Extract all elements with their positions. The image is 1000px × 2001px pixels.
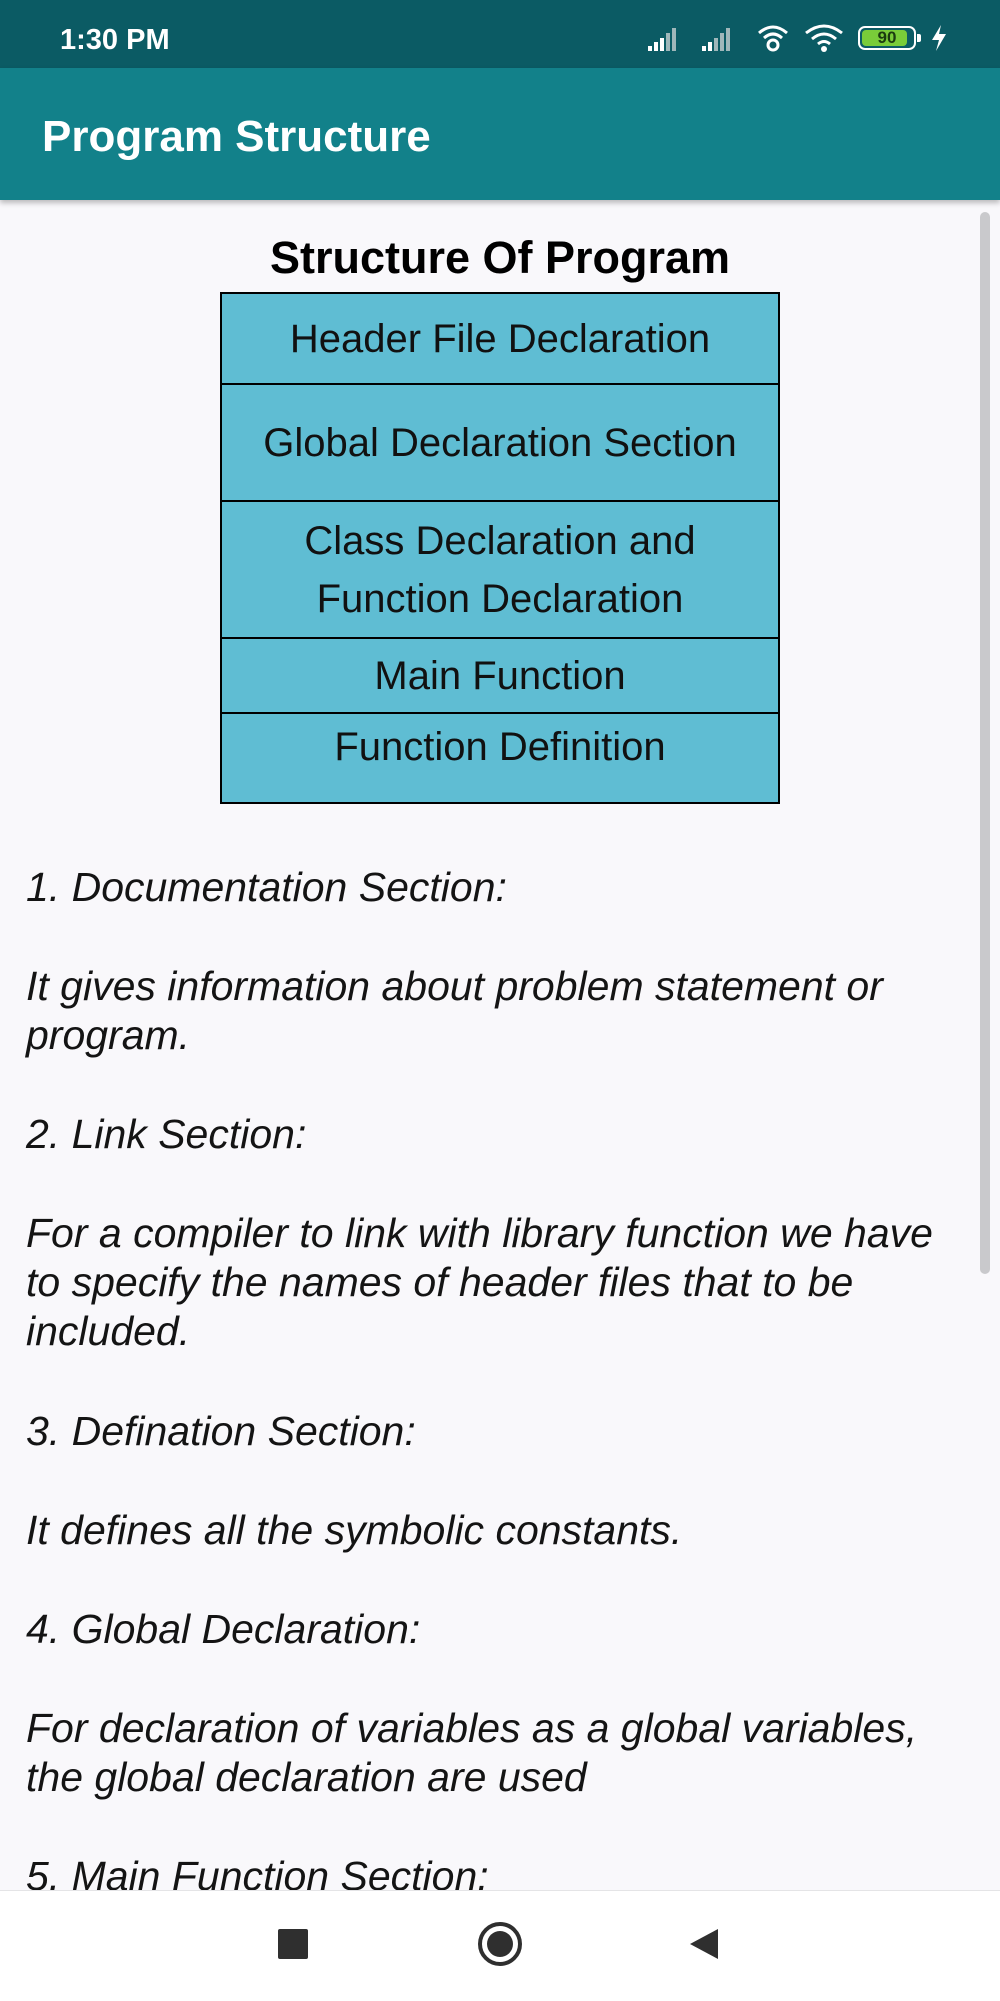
status-bar (0, 0, 1000, 68)
recents-icon (278, 1929, 308, 1964)
diagram-title: Structure Of Program (269, 232, 731, 283)
recents-button[interactable] (266, 1919, 320, 1973)
signal-icon (648, 24, 688, 52)
section-heading: 5. Main Function Section: (26, 1853, 489, 1890)
section-body: It defines all the symbolic constants. (26, 1507, 683, 1553)
battery-tip (917, 34, 921, 42)
program-structure-diagram (220, 292, 780, 804)
section-heading: 2. Link Section: (26, 1111, 307, 1157)
app-bar (0, 68, 1000, 200)
section-heading: 4. Global Declaration: (26, 1606, 421, 1652)
status-icons (648, 22, 948, 54)
content-scroll-area[interactable] (0, 200, 1000, 1890)
page-title: Program Structure (42, 112, 431, 161)
charging-icon (930, 24, 948, 52)
back-icon (688, 1927, 720, 1966)
diagram-block-class-declaration: Class Declaration and Function Declaration (222, 502, 778, 639)
battery-icon (858, 26, 916, 50)
diagram-block-header-file: Header File Declaration (222, 294, 778, 385)
section-heading: 1. Documentation Section: (26, 864, 507, 910)
back-button[interactable] (677, 1919, 731, 1973)
section-body: For declaration of variables as a global variables, the global declaration are used (26, 1705, 918, 1800)
status-time: 1:30 PM (60, 24, 170, 56)
wifi-hotspot-icon (756, 23, 790, 53)
battery-level-text: 90 (877, 28, 897, 47)
diagram-block-main-function: Main Function (222, 639, 778, 714)
wifi-icon (804, 23, 844, 53)
navigation-bar (0, 1890, 1000, 2001)
section-body: It gives information about problem statement or program. (26, 963, 883, 1058)
scrollbar[interactable] (980, 212, 990, 1274)
section-heading: 3. Defination Section: (26, 1408, 416, 1454)
home-icon (476, 1920, 524, 1973)
diagram-block-function-definition: Function Definition (222, 714, 778, 802)
section-body: For a compiler to link with library function we have to specify the names of header files that to be included. (26, 1210, 933, 1354)
home-button[interactable] (473, 1919, 527, 1973)
signal-icon (702, 24, 742, 52)
diagram-block-global-declaration: Global Declaration Section (222, 385, 778, 502)
